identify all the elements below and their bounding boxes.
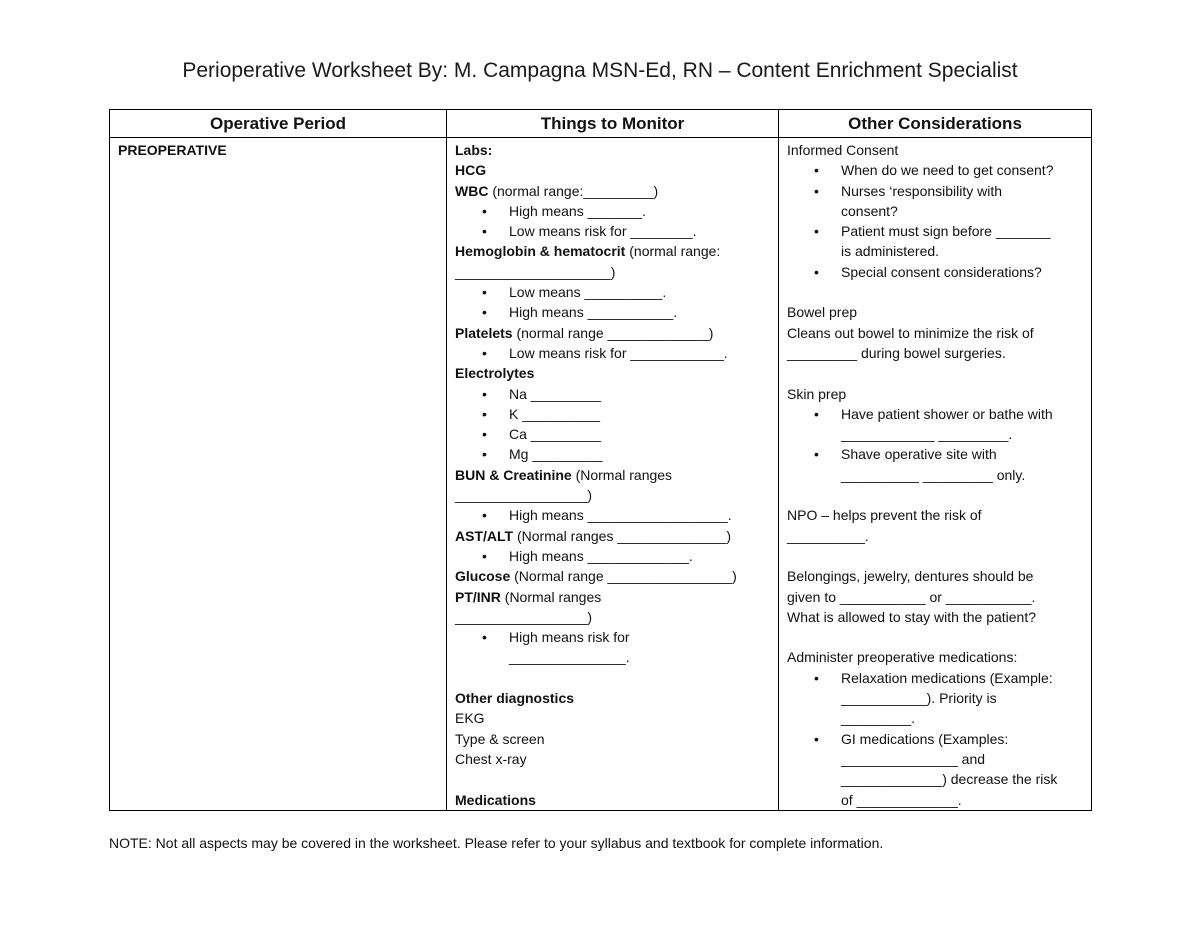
spacer bbox=[787, 546, 1085, 566]
labs-heading: Labs: bbox=[455, 142, 493, 158]
list-item: • Have patient shower or bathe with bbox=[787, 404, 1085, 424]
list-item-continuation: _______________. bbox=[509, 649, 630, 666]
list-item: • Shave operative site with bbox=[787, 444, 1085, 464]
list-item: • Low means __________. bbox=[455, 282, 772, 302]
list-item: • Mg _________ bbox=[455, 444, 772, 464]
pt-range-blank: _________________) bbox=[455, 608, 593, 625]
bowel-text: _________ during bowel surgeries. bbox=[787, 344, 1006, 361]
platelets-label: Platelets bbox=[455, 324, 513, 341]
pt-range: (Normal ranges bbox=[500, 588, 602, 605]
glucose-label: Glucose bbox=[455, 568, 511, 585]
npo-text: NPO – helps prevent the risk of bbox=[787, 507, 982, 524]
list-item-continuation: consent? bbox=[841, 202, 898, 219]
list-item-continuation: _______________ and bbox=[841, 750, 986, 767]
ekg-label: EKG bbox=[455, 710, 485, 727]
worksheet-title: Perioperative Worksheet By: M. Campagna MSN-Ed, RN – Content Enrichment Specialist bbox=[182, 59, 1018, 82]
preop-meds-heading: Administer preoperative medications: bbox=[787, 649, 1018, 666]
bun-range: (Normal ranges bbox=[571, 466, 673, 483]
list-item: • Special consent considerations? bbox=[787, 262, 1085, 282]
list-item: • Na _________ bbox=[455, 384, 772, 404]
hh-label: Hemoglobin & hematocrit bbox=[455, 243, 626, 260]
hcg-label: HCG bbox=[455, 162, 487, 179]
pt-line bbox=[455, 587, 772, 607]
footer-note: NOTE: Not all aspects may be covered in the worksheet. Please refer to your syllabus and textbook for complete information. bbox=[109, 835, 884, 851]
list-item: • High means risk for bbox=[455, 627, 772, 647]
bun-label: BUN & Creatinine bbox=[455, 466, 572, 483]
bowel-text: Cleans out bowel to minimize the risk of bbox=[787, 324, 1034, 341]
list-item: • When do we need to get consent? bbox=[787, 160, 1085, 180]
spacer bbox=[787, 363, 1085, 383]
list-item: • GI medications (Examples: bbox=[787, 729, 1085, 749]
list-item: • Ca _________ bbox=[455, 424, 772, 444]
belongings-text: given to ___________ or ___________. bbox=[787, 588, 1036, 605]
medications-heading: Medications bbox=[455, 791, 536, 808]
list-item-continuation: of _____________. bbox=[841, 791, 962, 808]
header-operative-period: Operative Period bbox=[110, 110, 447, 138]
chest-xray-label: Chest x-ray bbox=[455, 750, 527, 767]
spacer bbox=[455, 769, 772, 789]
list-item: • High means __________________. bbox=[455, 505, 772, 525]
worksheet-table bbox=[109, 109, 1092, 811]
other-diagnostics-heading: Other diagnostics bbox=[455, 690, 575, 707]
ast-range: (Normal ranges ______________) bbox=[513, 527, 732, 544]
ast-line bbox=[455, 526, 772, 546]
list-item-continuation: _____________) decrease the risk bbox=[841, 771, 1058, 788]
platelets-line bbox=[455, 323, 772, 343]
npo-text: __________. bbox=[787, 527, 869, 544]
hh-range: (normal range: bbox=[625, 243, 721, 260]
wbc-range: (normal range:_________) bbox=[488, 182, 659, 199]
header-other-considerations: Other Considerations bbox=[779, 110, 1092, 138]
electrolytes-heading: Electrolytes bbox=[455, 365, 535, 382]
consent-heading: Informed Consent bbox=[787, 142, 899, 158]
spacer bbox=[787, 282, 1085, 302]
ast-label: AST/ALT bbox=[455, 527, 514, 544]
bun-range-blank: _________________) bbox=[455, 487, 593, 504]
list-item: • High means _______. bbox=[455, 201, 772, 221]
period-label: PREOPERATIVE bbox=[118, 142, 227, 158]
list-item: • K __________ bbox=[455, 404, 772, 424]
list-item-continuation: _________. bbox=[841, 710, 915, 727]
belongings-text: Belongings, jewelry, dentures should be bbox=[787, 568, 1034, 585]
list-item: • Relaxation medications (Example: bbox=[787, 668, 1085, 688]
glucose-range: (Normal range ________________) bbox=[510, 568, 737, 585]
platelets-range: (normal range _____________) bbox=[512, 324, 714, 341]
spacer bbox=[787, 485, 1085, 505]
bowel-heading: Bowel prep bbox=[787, 304, 858, 321]
list-item: • High means _____________. bbox=[455, 546, 772, 566]
period-cell bbox=[110, 138, 447, 811]
table-row bbox=[110, 138, 1092, 811]
list-item: • Low means risk for ____________. bbox=[455, 343, 772, 363]
list-item-continuation: ____________ _________. bbox=[841, 426, 1013, 443]
list-item-continuation: ___________). Priority is bbox=[841, 690, 997, 707]
list-item-continuation: __________ _________ only. bbox=[841, 466, 1026, 483]
spacer bbox=[455, 668, 772, 688]
type-screen-label: Type & screen bbox=[455, 730, 545, 747]
skin-heading: Skin prep bbox=[787, 385, 847, 402]
list-item: • Nurses ‘responsibility with bbox=[787, 181, 1085, 201]
pt-label: PT/INR bbox=[455, 588, 501, 605]
hh-range-blank: ____________________) bbox=[455, 263, 616, 280]
wbc-label: WBC bbox=[455, 182, 489, 199]
hh-line bbox=[455, 241, 772, 261]
belongings-question: What is allowed to stay with the patient? bbox=[787, 608, 1037, 625]
spacer bbox=[787, 627, 1085, 647]
list-item: • High means ___________. bbox=[455, 302, 772, 322]
header-things-to-monitor: Things to Monitor bbox=[447, 110, 779, 138]
list-item-continuation: is administered. bbox=[841, 243, 940, 260]
list-item: • Patient must sign before _______ bbox=[787, 221, 1085, 241]
wbc-line bbox=[455, 181, 772, 201]
glucose-line bbox=[455, 566, 772, 586]
bun-line bbox=[455, 465, 772, 485]
considerations-cell bbox=[779, 138, 1092, 811]
monitor-cell bbox=[447, 138, 779, 811]
table-header-row bbox=[110, 110, 1092, 138]
list-item: • Low means risk for ________. bbox=[455, 221, 772, 241]
